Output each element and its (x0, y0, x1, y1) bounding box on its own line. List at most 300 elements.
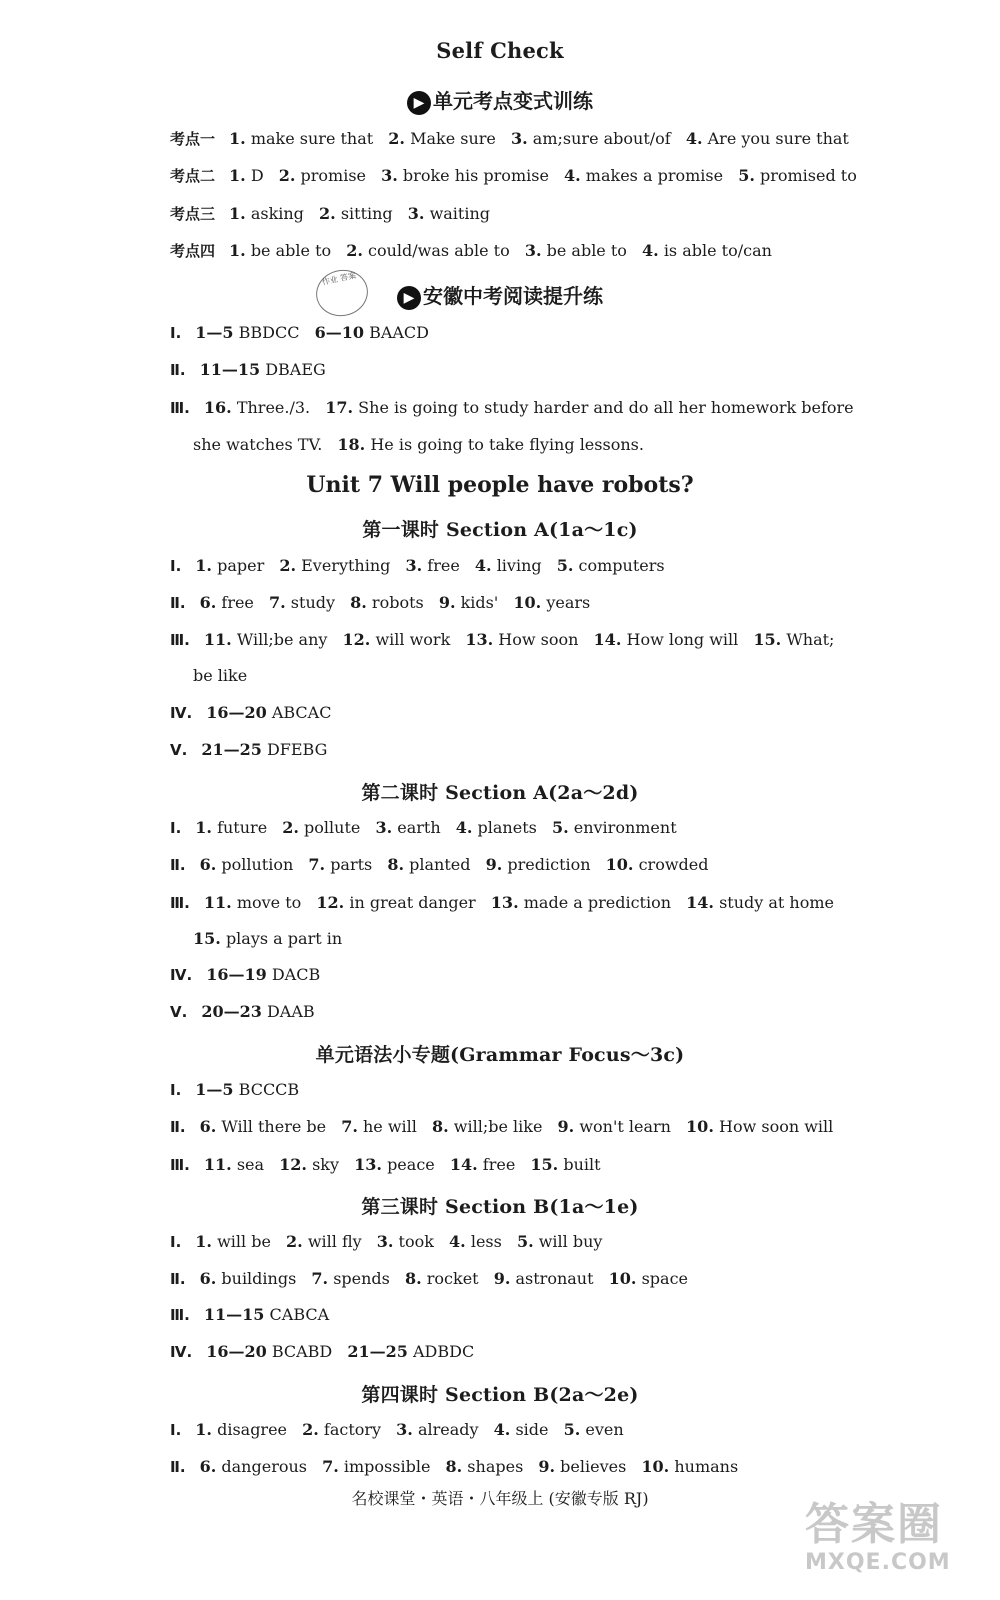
item-answer: be like (193, 666, 248, 685)
answer-item (450, 1155, 515, 1174)
item-number: 9. (438, 593, 456, 612)
item-answer: buildings (221, 1269, 297, 1288)
answer-item (279, 556, 390, 575)
item-answer: paper (217, 556, 265, 575)
item-answer: How soon (498, 630, 579, 649)
item-answer: will buy (538, 1232, 603, 1251)
item-number: 3. (396, 1420, 413, 1439)
item-answer: earth (397, 818, 441, 837)
answer-item (282, 818, 360, 837)
lesson4-title: 第四课时 Section B(2a～2e) (361, 1384, 639, 1406)
item-number: 1. (195, 1232, 212, 1251)
row-tag: Ⅳ. (170, 966, 193, 984)
row-tag: Ⅲ. (170, 1306, 190, 1324)
answer-item (193, 435, 322, 454)
answer-row (170, 398, 864, 417)
item-answer: make sure that (250, 129, 374, 148)
item-number: 6. (199, 1117, 217, 1136)
row-tag: Ⅴ. (170, 1003, 188, 1021)
answer-row (170, 1457, 748, 1476)
item-answer: factory (323, 1420, 382, 1439)
answer-row (170, 703, 341, 722)
answer-item (204, 1155, 264, 1174)
answer-item (538, 1457, 626, 1476)
answer-item (609, 1269, 688, 1288)
answer-item (564, 1420, 624, 1439)
answer-item (552, 818, 677, 837)
item-answer: took (398, 1232, 434, 1251)
item-answer: computers (578, 556, 665, 575)
item-answer: peace (387, 1155, 435, 1174)
answer-item (195, 1232, 271, 1251)
item-number: 3. (407, 204, 425, 223)
answer-item (302, 1420, 381, 1439)
item-number: 8. (387, 855, 405, 874)
answer-row (193, 929, 352, 948)
item-answer: CABCA (269, 1305, 330, 1324)
item-answer: BCCCB (238, 1080, 300, 1099)
item-number: 7. (308, 855, 326, 874)
item-number: 2. (346, 241, 363, 260)
answer-item (229, 241, 331, 260)
item-answer: spends (333, 1269, 390, 1288)
item-answer: He is going to take flying lessons. (370, 435, 644, 454)
item-answer: asking (250, 204, 304, 223)
answer-item (337, 435, 644, 454)
answer-item (195, 1420, 287, 1439)
answer-row (170, 1155, 611, 1174)
item-answer: Are you sure that (707, 129, 849, 148)
unit-title: Unit 7 Will people have robots? (306, 472, 694, 498)
item-answer: less (470, 1232, 502, 1251)
item-answer: plays a part in (225, 929, 343, 948)
item-number: 8. (445, 1457, 463, 1476)
item-answer: made a prediction (523, 893, 672, 912)
item-number: 16. (203, 398, 232, 417)
item-number: 11. (203, 1155, 232, 1174)
item-number: 12. (342, 630, 371, 649)
answer-row (193, 666, 257, 685)
item-number: 14. (593, 630, 622, 649)
answer-item (456, 818, 537, 837)
answer-row (170, 740, 337, 759)
answer-item (319, 204, 393, 223)
answer-item (229, 204, 304, 223)
item-answer: be able to (250, 241, 332, 260)
item-answer: humans (674, 1457, 739, 1476)
answer-row (170, 1342, 484, 1361)
answer-item (387, 855, 470, 874)
item-number: 18. (337, 435, 366, 454)
item-answer: pollute (304, 818, 361, 837)
item-answer: She is going to study harder and do all her homework before (358, 398, 854, 417)
item-number: 14. (686, 893, 714, 912)
item-number: 2. (388, 129, 405, 148)
row-tag: 考点三 (170, 205, 216, 223)
answer-item (204, 398, 310, 417)
answer-item (308, 855, 372, 874)
item-number: 10. (513, 593, 542, 612)
item-answer: am;sure about/of (532, 129, 671, 148)
item-answer: believes (560, 1457, 627, 1476)
item-answer: environment (573, 818, 677, 837)
answer-item (195, 556, 264, 575)
answer-row (170, 1305, 339, 1324)
banner-text: 单元考点变式训练 (433, 89, 593, 113)
answer-item (439, 593, 498, 612)
answer-item (279, 166, 366, 185)
item-answer: sitting (340, 204, 393, 223)
answer-item (229, 129, 373, 148)
item-number: 1. (195, 818, 212, 837)
answer-item (753, 630, 834, 649)
answer-row (170, 1002, 325, 1021)
grammar-title: 单元语法小专题(Grammar Focus～3c) (315, 1044, 685, 1066)
item-answer: free (482, 1155, 516, 1174)
item-answer: BCABD (271, 1342, 333, 1361)
lesson3-title: 第三课时 Section B(1a～1e) (361, 1196, 639, 1218)
item-number: 6. (199, 1457, 217, 1476)
item-number: 20—23 (201, 1002, 262, 1021)
item-number: 4. (685, 129, 703, 148)
item-answer: DBAEG (265, 360, 326, 379)
row-tag: Ⅲ. (170, 1156, 190, 1174)
answer-item (513, 593, 590, 612)
item-answer: even (585, 1420, 624, 1439)
answer-item (558, 1117, 671, 1136)
item-number: 1. (229, 204, 246, 223)
item-number: 4. (455, 818, 473, 837)
item-answer: will work (375, 630, 451, 649)
answer-item (200, 855, 294, 874)
item-number: 5. (551, 818, 569, 837)
item-number: 4. (449, 1232, 466, 1251)
row-tag: 考点一 (170, 130, 216, 148)
answer-item (377, 1232, 434, 1251)
item-number: 3. (375, 818, 393, 837)
answer-item (195, 1080, 299, 1099)
row-tag: Ⅱ. (170, 1118, 186, 1136)
answer-item (204, 1305, 329, 1324)
item-number: 16—20 (206, 703, 267, 722)
item-answer: side (515, 1420, 549, 1439)
item-answer: makes a promise (585, 166, 724, 185)
item-answer: space (641, 1269, 688, 1288)
answer-item (206, 703, 331, 722)
answer-item (494, 1269, 594, 1288)
row-tag: Ⅰ. (170, 557, 182, 575)
answer-item (311, 1269, 389, 1288)
play-arrow-icon: ▶ (397, 286, 421, 310)
item-number: 1—5 (195, 1080, 234, 1099)
banner-text: 安徽中考阅读提升练 (423, 284, 603, 308)
row-tag: 考点四 (170, 242, 216, 260)
answer-item (405, 556, 459, 575)
item-number: 14. (449, 1155, 478, 1174)
row-tag: Ⅳ. (170, 704, 193, 722)
answer-item (594, 630, 739, 649)
item-answer: parts (330, 855, 373, 874)
item-number: 16—20 (206, 1342, 267, 1361)
item-number: 8. (432, 1117, 449, 1136)
item-answer: broke his promise (402, 166, 549, 185)
row-tag: Ⅰ. (170, 1233, 182, 1251)
answer-row (170, 323, 439, 342)
item-answer: planets (477, 818, 537, 837)
item-answer: robots (371, 593, 424, 612)
answer-item (322, 1457, 430, 1476)
answer-item (405, 1269, 479, 1288)
item-answer: promised to (759, 166, 857, 185)
answer-row (170, 630, 844, 649)
item-number: 11—15 (199, 360, 261, 379)
answer-item (388, 129, 496, 148)
answer-item (375, 818, 440, 837)
answer-item (229, 166, 264, 185)
answer-item (564, 166, 723, 185)
item-answer: living (496, 556, 542, 575)
page-title: Self Check (436, 38, 564, 63)
answer-row (170, 593, 600, 612)
row-tag: Ⅱ. (170, 1458, 186, 1476)
answer-item (200, 593, 254, 612)
item-answer: shapes (467, 1457, 524, 1476)
item-number: 12. (316, 893, 345, 912)
item-answer: will be (217, 1232, 271, 1251)
answer-item (381, 166, 549, 185)
item-answer: years (546, 593, 591, 612)
item-number: 12. (279, 1155, 307, 1174)
answer-item (346, 241, 510, 260)
answer-item (206, 1342, 332, 1361)
item-answer: BBDCC (238, 323, 300, 342)
answer-item (642, 241, 772, 260)
section-banner-reading (0, 280, 1000, 310)
item-answer: be able to (546, 241, 627, 260)
item-number: 3. (381, 166, 398, 185)
item-answer: DAAB (266, 1002, 315, 1021)
answer-item (193, 666, 247, 685)
answer-row (193, 435, 654, 454)
answer-item (204, 630, 328, 649)
item-number: 4. (642, 241, 659, 260)
answer-item (206, 965, 320, 984)
item-number: 4. (564, 166, 581, 185)
item-number: 9. (557, 1117, 575, 1136)
item-number: 21—25 (201, 740, 262, 759)
item-answer: planted (409, 855, 471, 874)
answer-item (286, 1232, 362, 1251)
item-answer: DFEBG (266, 740, 328, 759)
answer-row (170, 1232, 612, 1251)
item-number: 2. (282, 818, 299, 837)
answer-item (269, 593, 335, 612)
answer-item (193, 929, 342, 948)
answer-row (170, 1420, 634, 1439)
item-answer: future (217, 818, 268, 837)
answer-item (486, 855, 591, 874)
item-number: 10. (608, 1269, 637, 1288)
answer-item (530, 1155, 600, 1174)
answer-item (325, 398, 853, 417)
answer-item (446, 1457, 524, 1476)
item-number: 2. (302, 1420, 319, 1439)
item-number: 6—10 (314, 323, 364, 342)
item-number: 1. (229, 166, 246, 185)
answer-item (491, 893, 671, 912)
item-number: 13. (490, 893, 519, 912)
answer-item (354, 1155, 435, 1174)
item-number: 8. (350, 593, 367, 612)
section-banner-unit-practice (0, 85, 1000, 115)
item-number: 13. (354, 1155, 382, 1174)
answer-item (525, 241, 627, 260)
lesson1-title: 第一课时 Section A(1a～1c) (362, 519, 638, 541)
row-tag: Ⅳ. (170, 1343, 193, 1361)
item-answer: study (290, 593, 336, 612)
item-number: 16—19 (206, 965, 267, 984)
item-answer: D (250, 166, 264, 185)
item-answer: is able to/can (663, 241, 772, 260)
item-answer: prediction (507, 855, 591, 874)
row-tag: Ⅲ. (170, 631, 190, 649)
item-answer: free (427, 556, 460, 575)
item-answer: sea (236, 1155, 265, 1174)
item-number: 6. (199, 593, 217, 612)
row-tag: Ⅰ. (170, 324, 182, 342)
item-answer: pollution (221, 855, 294, 874)
item-number: 3. (405, 556, 423, 575)
answer-row (170, 818, 687, 837)
item-answer: Will;be any (236, 630, 328, 649)
item-answer: impossible (343, 1457, 431, 1476)
row-tag: Ⅱ. (170, 856, 186, 874)
answer-item (204, 893, 301, 912)
item-answer: BAACD (369, 323, 429, 342)
answer-item (641, 1457, 738, 1476)
item-number: 1. (195, 556, 212, 575)
item-number: 1. (229, 241, 246, 260)
answer-item (475, 556, 542, 575)
item-number: 5. (516, 1232, 534, 1251)
answer-item (432, 1117, 542, 1136)
play-arrow-icon: ▶ (407, 91, 431, 115)
answer-item (200, 360, 326, 379)
item-number: 17. (325, 398, 354, 417)
item-number: 5. (738, 166, 755, 185)
item-answer: disagree (217, 1420, 288, 1439)
item-number: 15. (193, 929, 221, 948)
row-tag: Ⅰ. (170, 1421, 182, 1439)
answer-item (347, 1342, 474, 1361)
answer-row (170, 165, 867, 186)
item-number: 8. (404, 1269, 422, 1288)
item-answer: DACB (271, 965, 321, 984)
item-number: 2. (286, 1232, 303, 1251)
answer-item (350, 593, 424, 612)
answer-item (686, 129, 849, 148)
answer-item (201, 1002, 314, 1021)
answer-item (195, 818, 267, 837)
item-number: 3. (524, 241, 542, 260)
item-number: 15. (530, 1155, 559, 1174)
item-number: 10. (686, 1117, 714, 1136)
answer-row (170, 128, 859, 149)
item-answer: study at home (719, 893, 835, 912)
answer-item (195, 323, 299, 342)
row-tag: Ⅴ. (170, 741, 188, 759)
answer-row (170, 1269, 698, 1288)
item-answer: will;be like (453, 1117, 543, 1136)
item-number: 2. (319, 204, 336, 223)
page-footer: 名校课堂・英语・八年级上 (安徽专版 RJ) (351, 1489, 649, 1508)
item-number: 7. (341, 1117, 358, 1136)
answer-item (315, 323, 429, 342)
answer-item (606, 855, 709, 874)
answer-row (170, 965, 330, 984)
item-number: 10. (641, 1457, 670, 1476)
item-number: 6. (199, 1269, 217, 1288)
answer-item (517, 1232, 603, 1251)
item-number: 10. (605, 855, 634, 874)
answer-item (557, 556, 665, 575)
item-number: 9. (493, 1269, 511, 1288)
item-answer: What; (786, 630, 835, 649)
answer-row (170, 240, 782, 261)
item-number: 3. (376, 1232, 394, 1251)
item-answer: dangerous (221, 1457, 307, 1476)
answer-item (396, 1420, 478, 1439)
item-number: 7. (269, 593, 286, 612)
item-answer: he will (363, 1117, 417, 1136)
row-tag: Ⅲ. (170, 399, 190, 417)
answer-item (341, 1117, 417, 1136)
answer-item (494, 1420, 549, 1439)
answer-item (686, 893, 834, 912)
answer-row (170, 203, 500, 224)
item-answer: in great danger (349, 893, 476, 912)
item-answer: Will there be (221, 1117, 327, 1136)
item-answer: Three./3. (236, 398, 311, 417)
item-number: 4. (493, 1420, 511, 1439)
answer-item (316, 893, 475, 912)
row-tag: Ⅰ. (170, 819, 182, 837)
answer-row (170, 1080, 309, 1099)
item-number: 2. (278, 166, 296, 185)
answer-item (279, 1155, 339, 1174)
item-answer: won't learn (579, 1117, 671, 1136)
item-number: 7. (322, 1457, 339, 1476)
answer-item (343, 630, 451, 649)
lesson2-title: 第二课时 Section A(2a～2d) (361, 782, 639, 804)
item-number: 9. (485, 855, 503, 874)
answer-row (170, 893, 844, 912)
item-answer: Everything (301, 556, 391, 575)
item-answer: built (563, 1155, 601, 1174)
item-number: 1. (195, 1420, 212, 1439)
item-answer: rocket (426, 1269, 479, 1288)
row-tag: Ⅱ. (170, 361, 186, 379)
item-number: 1. (229, 129, 246, 148)
answer-row (170, 855, 718, 874)
answer-row (170, 556, 675, 575)
item-answer: waiting (429, 204, 491, 223)
row-tag: Ⅲ. (170, 894, 190, 912)
item-number: 7. (311, 1269, 329, 1288)
item-answer: How long will (626, 630, 739, 649)
answer-row (170, 1117, 843, 1136)
answer-item (738, 166, 857, 185)
